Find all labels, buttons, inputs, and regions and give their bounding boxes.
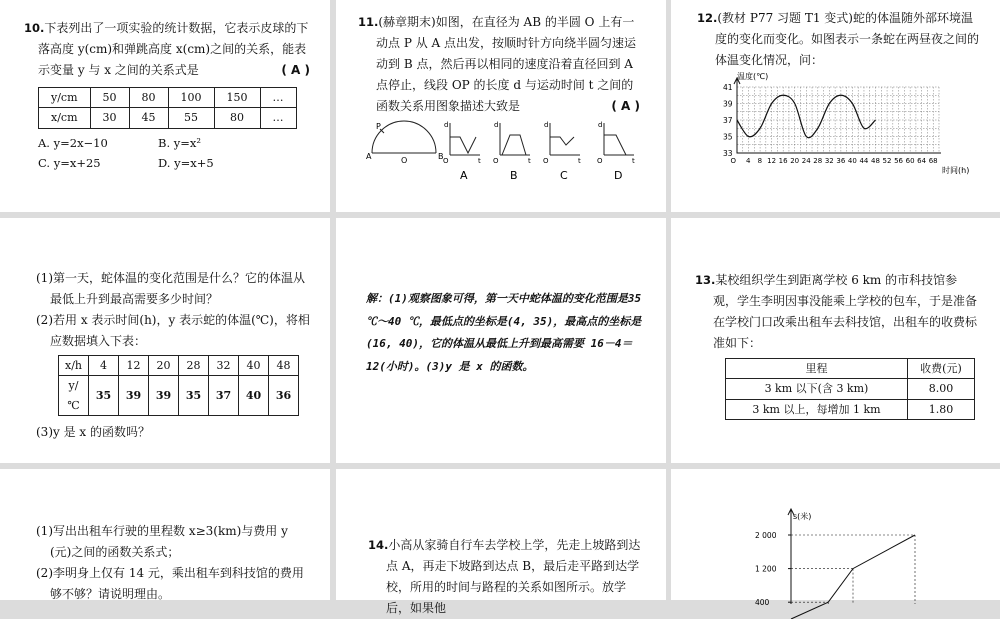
x-tick-label: 4 xyxy=(746,157,751,165)
table-cell: 32 xyxy=(209,356,239,376)
question-13-parts-panel xyxy=(0,469,330,600)
table-cell: 3 km 以下(含 3 km) xyxy=(726,379,908,399)
row-header-cell: y/℃ xyxy=(59,376,89,416)
point-p-label: P xyxy=(376,122,381,131)
table-cell: 35 xyxy=(89,376,119,416)
table-cell: 28 xyxy=(179,356,209,376)
table-cell: 1.80 xyxy=(907,399,974,419)
graph-option-b xyxy=(493,121,531,182)
axis-t-label: t xyxy=(578,157,581,165)
semicircle xyxy=(372,121,436,153)
distance-time-chart xyxy=(751,469,951,608)
graph-label-b: B xyxy=(510,169,518,182)
options-list xyxy=(38,133,310,173)
y-tick-label: 35 xyxy=(723,132,733,142)
x-tick-label: 48 xyxy=(871,157,880,165)
y-tick-label: 2 000 xyxy=(755,531,777,540)
table-cell: 37 xyxy=(209,376,239,416)
origin-label: O xyxy=(493,157,499,165)
x-tick-label: 32 xyxy=(824,157,834,165)
question-10-panel xyxy=(0,0,330,212)
table-row xyxy=(39,108,297,128)
answer-label: ( A ) xyxy=(281,63,310,77)
x-tick-label: 68 xyxy=(928,157,938,165)
solution-panel xyxy=(336,218,666,463)
x-tick-label: 8 xyxy=(757,157,763,165)
point-b-label: B xyxy=(438,152,444,161)
table-cell: 45 xyxy=(129,108,168,128)
point-o-label: O xyxy=(401,156,408,165)
axis-d-label: d xyxy=(494,121,499,129)
x-tick-label: 64 xyxy=(917,157,927,165)
y-tick-label: 37 xyxy=(723,116,733,125)
option-item: C. y=x+25 xyxy=(38,155,101,170)
table-row xyxy=(59,356,299,376)
x-tick-label: 40 xyxy=(847,157,857,165)
axis-t-label: t xyxy=(478,157,481,165)
table-cell: 36 xyxy=(269,376,299,416)
taxi-fare-table xyxy=(725,358,975,420)
x-tick-label: 60 xyxy=(905,157,915,165)
part-3-text: (3)y 是 x 的函数吗？ xyxy=(36,424,150,439)
x-tick-label: 36 xyxy=(836,157,846,165)
graph-option-d xyxy=(597,121,635,182)
question-14-chart-panel xyxy=(671,469,1000,608)
axis-d-label: d xyxy=(544,121,549,129)
y-tick-label: 400 xyxy=(755,598,770,608)
y-tick-label: 1 200 xyxy=(755,564,777,574)
x-tick-label: 56 xyxy=(894,157,904,165)
option-item: D. y=x+5 xyxy=(158,155,214,170)
table-header-row xyxy=(726,359,975,379)
y-axis-label: s(米) xyxy=(793,512,812,521)
table-cell: 50 xyxy=(90,88,129,108)
part-1-text: (1)写出出租车行驶的里程数 x≥3(km)与费用 y (元)之间的函数关系式； xyxy=(36,524,288,559)
x-tick-label: 20 xyxy=(790,157,800,165)
row-header-cell: x/h xyxy=(59,356,89,376)
table-row xyxy=(39,88,297,108)
x-tick-label: 16 xyxy=(778,157,788,165)
table-cell: 55 xyxy=(168,108,214,128)
graph-option-c xyxy=(543,121,581,182)
graph-label-c: C xyxy=(560,169,568,182)
snake-temperature-chart xyxy=(701,71,981,175)
option-item: B. y=x² xyxy=(158,135,201,150)
y-tick-label: 33 xyxy=(723,149,733,158)
part-2-text: (2)李明身上仅有 14 元，乘出租车到科技馆的费用够不够？请说明理由。 xyxy=(36,566,304,601)
table-cell: 40 xyxy=(239,376,269,416)
part-2-text: (2)若用 x 表示时间(h)，y 表示蛇的体温(℃)，将相应数据填入下表： xyxy=(36,313,310,348)
table-cell: … xyxy=(260,108,296,128)
origin-label: O xyxy=(443,157,449,165)
origin-label: O xyxy=(543,157,549,165)
option-item: A. y=2x−10 xyxy=(38,135,108,150)
table-cell: 20 xyxy=(149,356,179,376)
x-tick-label: 12 xyxy=(767,157,777,165)
axis-t-label: t xyxy=(632,157,635,165)
data-table xyxy=(38,87,297,129)
table-cell: 80 xyxy=(129,88,168,108)
question-12-parts-panel xyxy=(0,218,330,463)
question-13-text: 13.某校组织学生到距离学校 6 km 的市科技馆参观，学生李明因事没能乘上学校的包车，于是准备在学校门口改乘出租车去科技馆，出租车的收费标准如下： xyxy=(695,273,978,350)
table-cell: 100 xyxy=(168,88,214,108)
table-row xyxy=(726,399,975,419)
x-axis-label: 时间(h) xyxy=(942,166,970,175)
question-12-text: 12.(教材 P77 习题 T1 变式)蛇的体温随外部环境温度的变化而变化。如图表示一条蛇在两昼夜之间的体温变化情况，问： xyxy=(697,11,980,67)
question-11-panel xyxy=(336,0,666,212)
time-temperature-table xyxy=(58,355,299,416)
question-13-panel xyxy=(671,218,1000,463)
y-axis-label: 温度(℃) xyxy=(737,72,769,81)
temperature-curve xyxy=(737,95,876,138)
graph-label-a: A xyxy=(460,169,468,182)
table-cell: 48 xyxy=(269,356,299,376)
row-header-cell: y/cm xyxy=(39,88,91,108)
part-1-text: (1)第一天，蛇体温的变化范围是什么？它的体温从最低上升到最高需要多少时间？ xyxy=(36,271,305,306)
table-cell: 80 xyxy=(214,108,260,128)
axes xyxy=(737,79,941,153)
origin-label: O xyxy=(597,157,603,165)
graph-option-a xyxy=(443,121,481,182)
question-14-text: 14.小高从家骑自行车去学校上学，先走上坡路到达点 A，再走下坡路到达点 B，最后走平路到达学校，所用的时间与路程的关系如图所示。放学后，如果他 xyxy=(368,538,641,615)
question-12-panel xyxy=(671,0,1000,212)
row-header-cell: x/cm xyxy=(39,108,91,128)
table-row xyxy=(59,376,299,416)
table-cell: … xyxy=(260,88,296,108)
answer-label: ( A ) xyxy=(611,99,640,113)
graph-label-d: D xyxy=(614,169,623,182)
question-14-panel xyxy=(336,469,666,615)
axis-t-label: t xyxy=(528,157,531,165)
x-tick-label: 24 xyxy=(801,157,811,165)
x-tick-label: 52 xyxy=(882,157,892,165)
table-cell: 39 xyxy=(119,376,149,416)
y-tick-label: 39 xyxy=(723,99,733,109)
table-cell: 4 xyxy=(89,356,119,376)
table-cell: 3 km 以上，每增加 1 km xyxy=(726,399,908,419)
x-tick-label: 44 xyxy=(859,157,869,165)
table-cell: 40 xyxy=(239,356,269,376)
semicircle-and-graphs-figure xyxy=(366,117,656,181)
origin-label: O xyxy=(730,157,737,165)
solution-text: 解：(1)观察图象可得，第一天中蛇体温的变化范围是35 ℃～40 ℃，最低点的坐标是(4, 35)，最高点的坐标是(16, 40)，它的体温从最低上升到最高需要 16－4＝12(小时)。(3)y 是 x 的函数。 xyxy=(366,292,642,373)
table-cell: 12 xyxy=(119,356,149,376)
question-11-text: 11.(赫章期末)如图，在直径为 AB 的半圆 O 上有一动点 P 从 A 点出发，按顺时针方向绕半圆匀速运动到 B 点，然后再以相同的速度沿着直径回到 A 点停止，线段 OP 的长度 d 与运动时间 t 之间的函数关系用图象描述大致是 ( A ) xyxy=(358,12,640,117)
axis-d-label: d xyxy=(598,121,603,129)
table-cell: 39 xyxy=(149,376,179,416)
x-tick-label: 28 xyxy=(813,157,823,165)
axis-d-label: d xyxy=(444,121,449,129)
table-row xyxy=(726,379,975,399)
column-header: 收费(元) xyxy=(907,359,974,379)
table-cell: 30 xyxy=(90,108,129,128)
question-10-text: 10.下表列出了一项实验的统计数据，它表示皮球的下落高度 y(cm)和弹跳高度 x(cm)之间的关系，能表示变量 y 与 x 之间的关系式是 ( A ) xyxy=(24,18,310,81)
y-tick-label: 41 xyxy=(723,83,733,92)
table-cell: 8.00 xyxy=(907,379,974,399)
column-header: 里程 xyxy=(726,359,908,379)
table-cell: 150 xyxy=(214,88,260,108)
table-cell: 35 xyxy=(179,376,209,416)
point-a-label: A xyxy=(366,152,372,161)
